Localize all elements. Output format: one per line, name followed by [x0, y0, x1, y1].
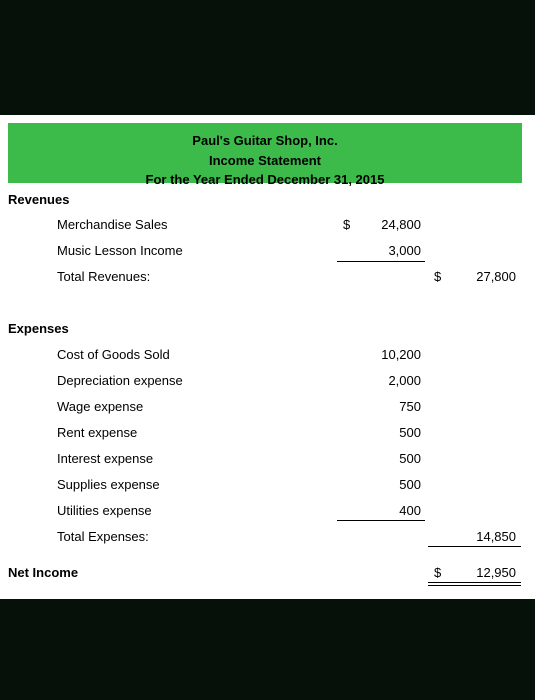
total-revenues-amount: 27,800	[476, 269, 516, 284]
company-name: Paul's Guitar Shop, Inc.	[192, 133, 338, 148]
expense-item-amount: 2,000	[388, 373, 421, 388]
expense-item-label: Utilities expense	[57, 503, 152, 518]
expense-item-label: Interest expense	[57, 451, 154, 466]
revenue-item-amount: 24,800	[381, 217, 421, 232]
expense-item-label: Wage expense	[57, 399, 144, 414]
statement-header-band	[8, 123, 522, 187]
expense-item-label: Supplies expense	[57, 477, 160, 492]
revenue-item-currency: $	[343, 217, 351, 232]
statement-period: For the Year Ended December 31, 2015	[145, 172, 385, 187]
net-income-currency: $	[434, 565, 442, 580]
total-revenues-label: Total Revenues:	[57, 269, 151, 284]
expense-item-amount: 500	[399, 477, 421, 492]
total-expenses-rule	[428, 546, 521, 547]
total-expenses-label: Total Expenses:	[57, 529, 149, 544]
expense-item-amount: 400	[399, 503, 421, 518]
expense-item-amount: 500	[399, 425, 421, 440]
revenue-item-label: Music Lesson Income	[57, 243, 183, 258]
revenue-subtotal-rule	[337, 261, 425, 262]
statement-title: Income Statement	[209, 153, 321, 168]
expense-item-label: Depreciation expense	[57, 373, 183, 388]
expense-item-amount: 500	[399, 451, 421, 466]
revenues-heading: Revenues	[8, 192, 70, 207]
net-income-double-rule	[428, 582, 521, 586]
expense-item-label: Rent expense	[57, 425, 138, 440]
total-revenues-currency: $	[434, 269, 442, 284]
expense-item-amount: 10,200	[381, 347, 421, 362]
net-income-label: Net Income	[8, 565, 79, 580]
total-expenses-amount: 14,850	[476, 529, 516, 544]
income-statement-sheet	[0, 115, 535, 599]
revenue-item-amount: 3,000	[388, 243, 421, 258]
expense-item-label: Cost of Goods Sold	[57, 347, 170, 362]
expense-subtotal-rule	[337, 520, 425, 521]
expenses-heading: Expenses	[8, 321, 69, 336]
net-income-amount: 12,950	[476, 565, 516, 580]
revenue-item-label: Merchandise Sales	[57, 217, 168, 232]
expense-item-amount: 750	[399, 399, 421, 414]
